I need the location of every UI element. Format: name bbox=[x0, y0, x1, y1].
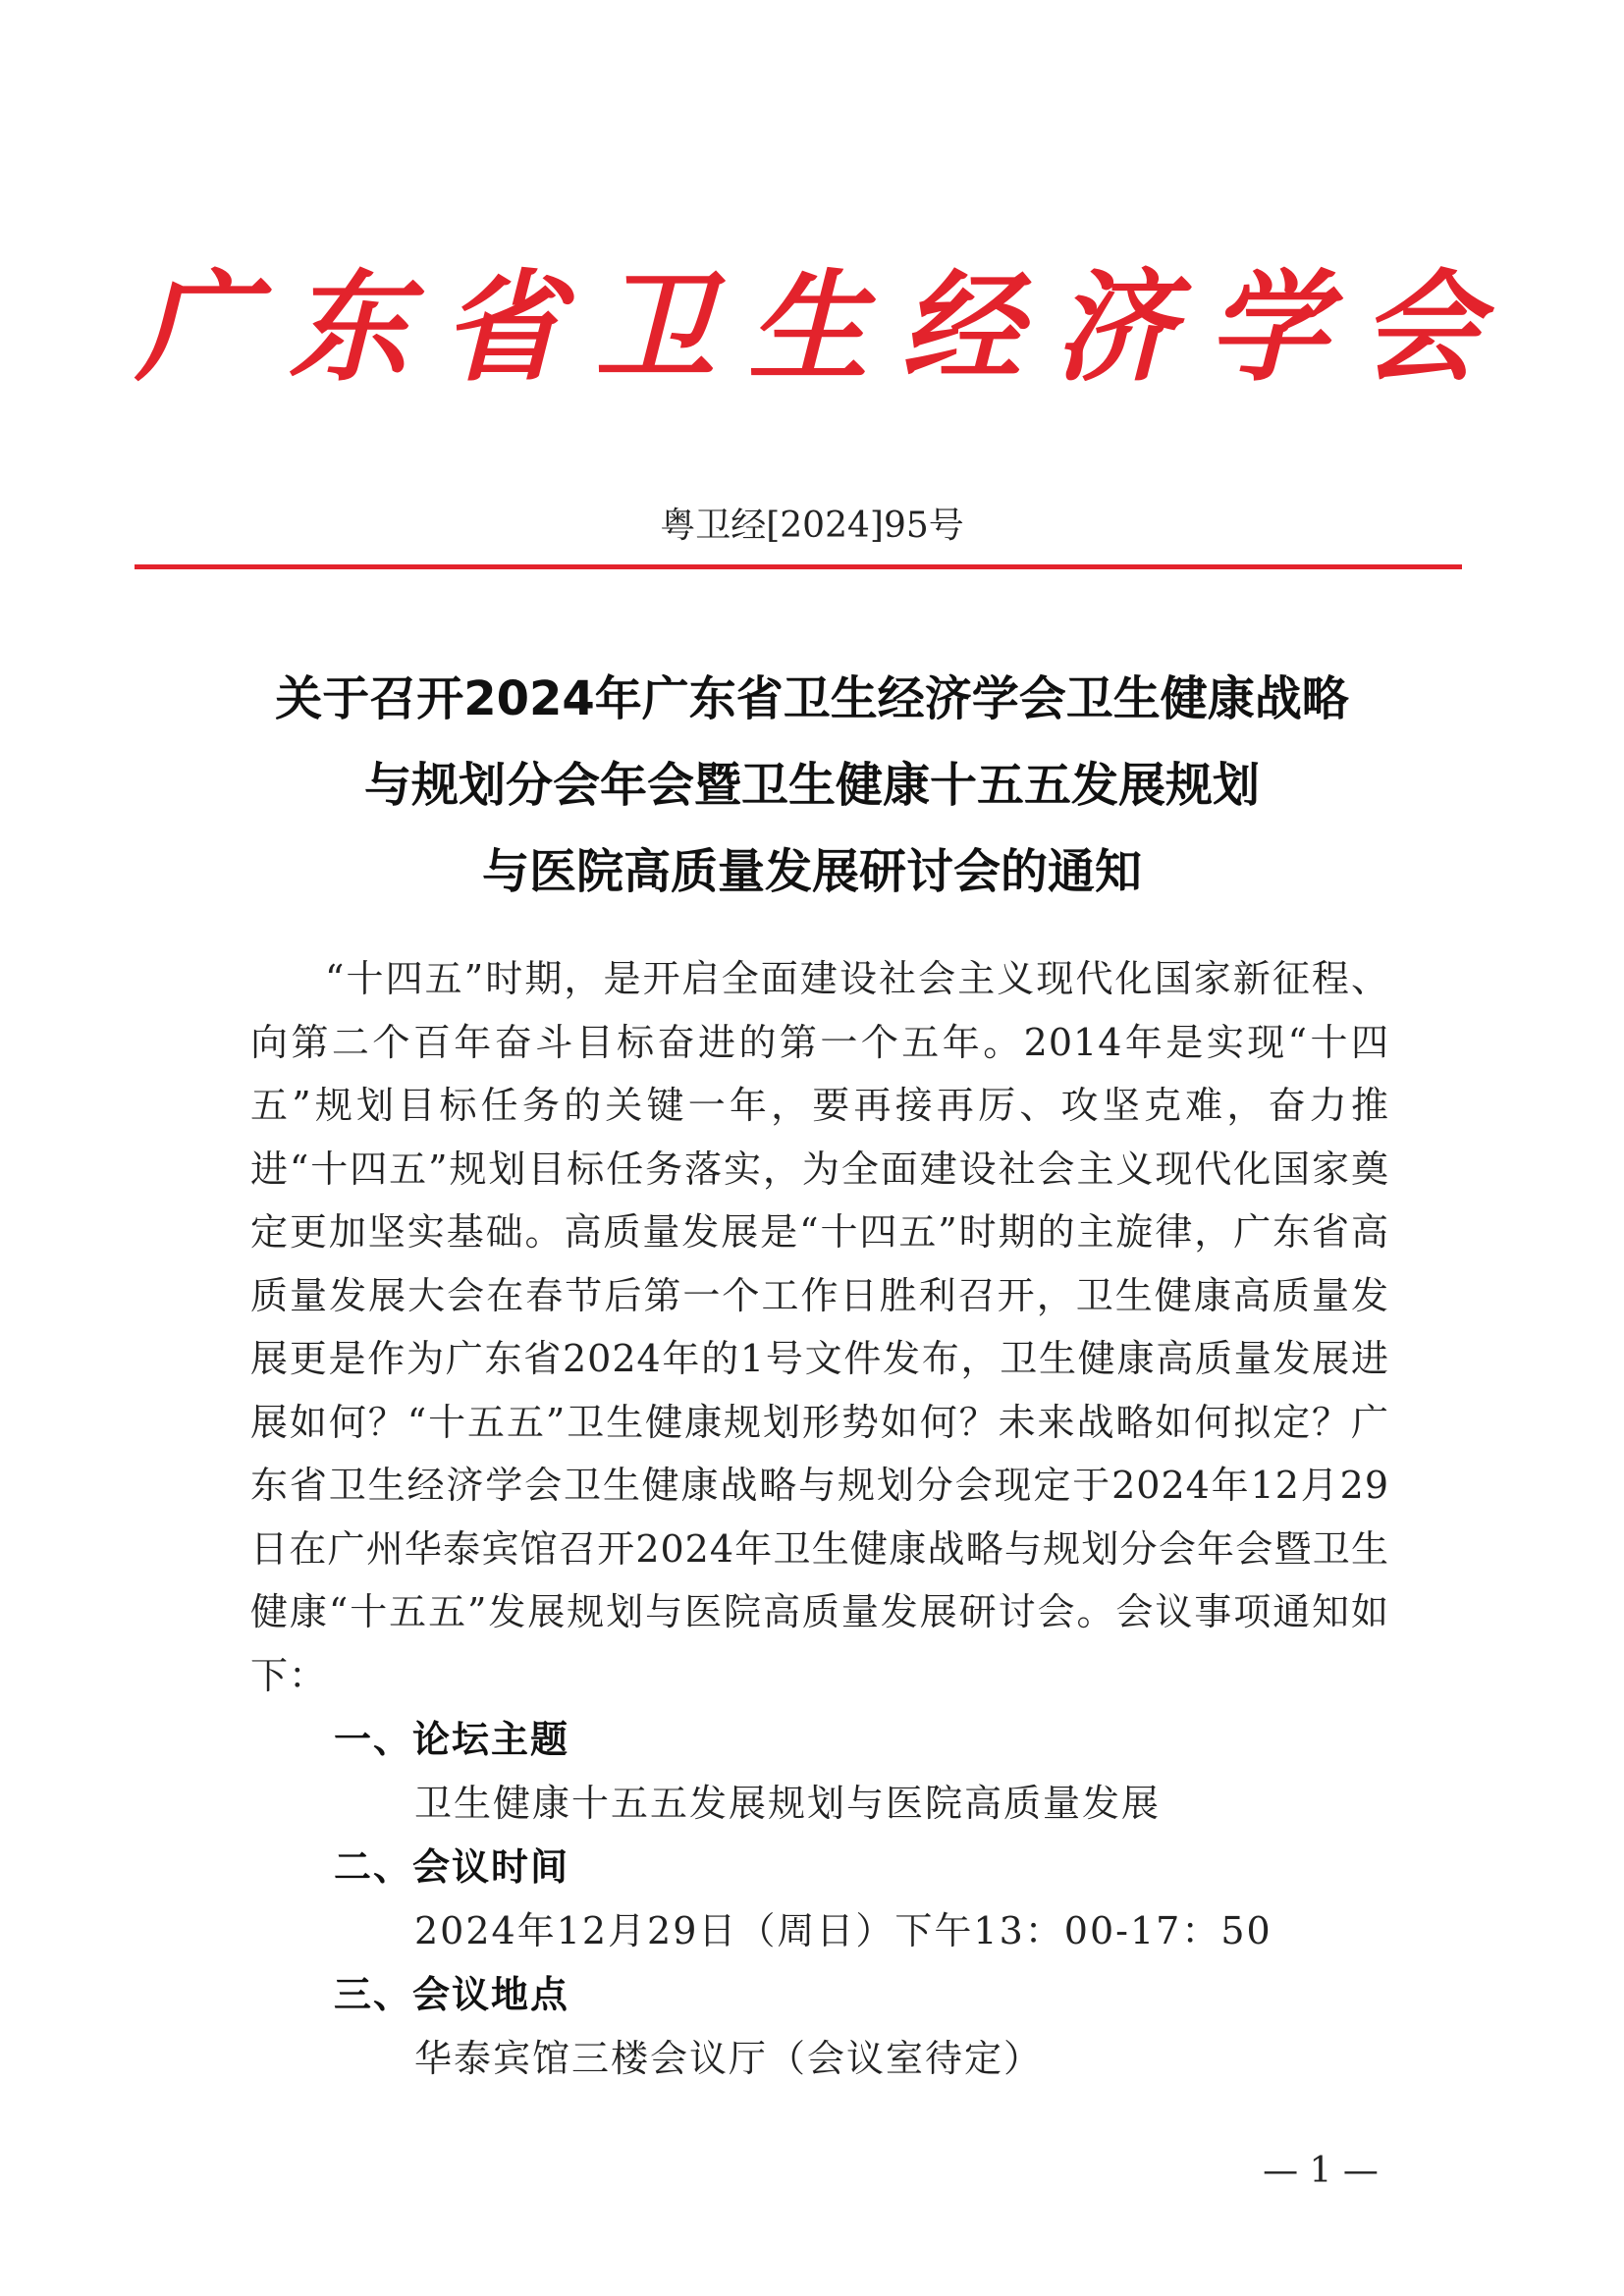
title-line-1: 关于召开2024年广东省卫生经济学会卫生健康战略 bbox=[275, 671, 1349, 726]
section-heading-time: 二、会议时间 bbox=[334, 1845, 570, 1889]
title-line-2: 与规划分会年会暨卫生健康十五五发展规划 bbox=[363, 758, 1260, 813]
document-number: 粤卫经[2024]95号 bbox=[660, 506, 964, 546]
title-line-3: 与医院高质量发展研讨会的通知 bbox=[481, 844, 1142, 899]
page-number: — 1 — bbox=[1263, 2151, 1379, 2191]
header-divider bbox=[135, 564, 1462, 569]
section-content-venue: 华泰宾馆三楼会议厅（会议室待定） bbox=[414, 2037, 1044, 2080]
section-heading-venue: 三、会议地点 bbox=[334, 1973, 570, 2016]
intro-paragraph: “十四五”时期，是开启全面建设社会主义现代化国家新征程、向第二个百年奋斗目标奋进的第一个五年。2014年是实现“十四五”规划目标任务的关键一年，要再接再厉、攻坚克难，奋力推进“十四五”规划目标任务落实，为全面建设社会主义现代化国家奠定更加坚实基础。高质量发展是“十四五”时期的主旋律，广东省高质量发展大会在春节后第一个工作日胜利召开，卫生健康高质量发展更是作为广东省2024年的1号文件发布，卫生健康高质量发展进展如何？“十五五”卫生健康规划形势如何？未来战略如何拟定？广东省卫生经济学会卫生健康战略与规划分会现定于2024年12月29日在广州华泰宾馆召开2024年卫生健康战略与规划分会年会暨卫生健康“十五五”发展规划与医院高质量发展研讨会。会议事项通知如下： bbox=[250, 957, 1389, 1697]
document-title bbox=[0, 656, 1624, 915]
section-heading-topic: 一、论坛主题 bbox=[334, 1718, 570, 1761]
section-content-time: 2024年12月29日（周日）下午13：00-17：50 bbox=[414, 1909, 1272, 1952]
organization-letterhead: 广东省卫生经济学会 bbox=[135, 256, 1514, 398]
section-content-topic: 卫生健康十五五发展规划与医院高质量发展 bbox=[414, 1782, 1162, 1825]
